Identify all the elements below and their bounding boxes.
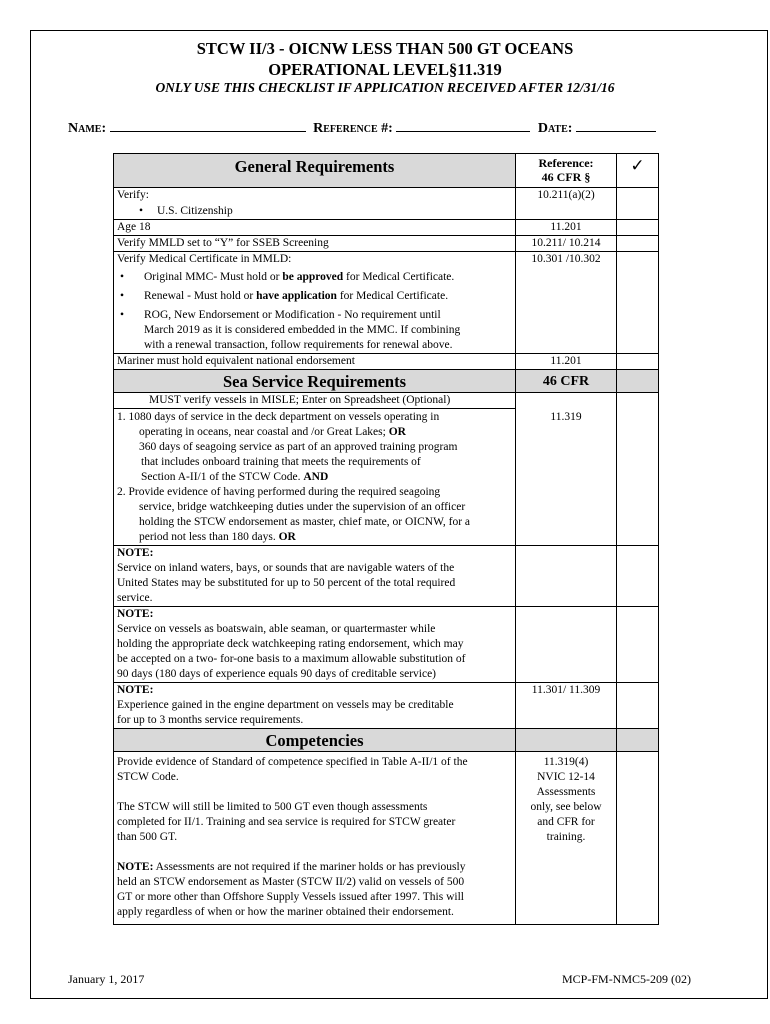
reference-label: Reference #: xyxy=(313,121,393,136)
check-box xyxy=(617,729,659,752)
check-box[interactable] xyxy=(617,683,659,729)
item2-line1: 2. Provide evidence of having performed during the required seagoing xyxy=(117,486,441,498)
check-box[interactable] xyxy=(617,236,659,252)
competencies-header-row xyxy=(114,729,659,752)
page-subtitle-level: OPERATIONAL LEVEL§11.319 xyxy=(268,60,502,79)
item2-line3: holding the STCW endorsement as master, chief mate, or OICNW, for a xyxy=(139,516,471,528)
reference-field[interactable] xyxy=(396,117,530,132)
sea-service-reference: 11.319 xyxy=(516,409,617,546)
check-box[interactable] xyxy=(617,752,659,925)
table-row xyxy=(114,220,659,236)
mmld-reference: 10.211/ 10.214 xyxy=(516,236,617,252)
page-title: STCW II/3 - OICNW LESS THAN 500 GT OCEANS xyxy=(196,39,574,58)
mmld-text: Verify MMLD set to “Y” for SSEB Screening xyxy=(114,236,516,252)
competencies-reference: 11.319(4) NVIC 12-14 Assessments only, see below and CFR for training. xyxy=(516,752,617,925)
table-row xyxy=(114,607,659,683)
renewal-item: • Renewal - Must hold or have application for Medical Certificate. xyxy=(117,289,512,304)
sea-service-header-row xyxy=(114,370,659,393)
check-box[interactable] xyxy=(617,354,659,370)
original-mmc-item: • Original MMC- Must hold or be approved for Medical Certificate. xyxy=(117,270,512,285)
engine-service-reference: 11.301/ 11.309 xyxy=(516,683,617,729)
check-box[interactable] xyxy=(617,220,659,236)
sea-service-reference-heading: 46 CFR xyxy=(516,370,617,393)
sea-service-items xyxy=(114,409,516,546)
national-endorsement-reference: 11.201 xyxy=(516,354,617,370)
table-row xyxy=(114,409,659,546)
medical-reference: 10.301 /10.302 xyxy=(516,252,617,354)
blank-reference xyxy=(516,393,617,409)
verify-text: Verify: xyxy=(117,189,149,201)
reference-heading-cfr: 46 CFR § xyxy=(541,170,591,184)
table-row xyxy=(114,752,659,925)
sea-service-heading: Sea Service Requirements xyxy=(114,370,516,393)
check-box[interactable] xyxy=(617,188,659,220)
check-box[interactable] xyxy=(617,393,659,409)
blank-reference xyxy=(516,607,617,683)
note-label: NOTE: xyxy=(117,547,154,559)
general-header-row xyxy=(114,154,659,188)
table-row xyxy=(114,683,659,729)
check-box[interactable] xyxy=(617,607,659,683)
item1-line3: 360 days of seagoing service as part of an approved training program xyxy=(139,441,458,453)
checklist-table xyxy=(113,153,659,925)
item1-line4: that includes onboard training that meets the requirements of xyxy=(141,456,421,468)
age-text: Age 18 xyxy=(114,220,516,236)
table-row xyxy=(114,188,659,220)
general-requirements-heading: General Requirements xyxy=(114,154,516,188)
blank-reference xyxy=(516,729,617,752)
check-column-heading: ✓ xyxy=(617,154,659,188)
note-label: NOTE: xyxy=(117,684,154,696)
table-row xyxy=(114,393,659,409)
table-row xyxy=(114,546,659,607)
date-label: Date: xyxy=(537,121,573,136)
verify-cell xyxy=(114,188,516,220)
item1-line2: operating in oceans, near coastal and /or Great Lakes; OR xyxy=(139,426,406,438)
medical-text: Verify Medical Certificate in MMLD: xyxy=(117,253,292,265)
note2-cell: NOTE: Service on vessels as boatswain, able seaman, or quartermaster while holding the appropriate deck watchkeeping rating endorsement, which may be accepted on a two- for-one basis to a maximum allowable substitution of 90 days (180 days of experience equals 90 days of creditable service) xyxy=(114,607,516,683)
name-label: Name: xyxy=(68,121,107,136)
check-box xyxy=(617,370,659,393)
name-field[interactable] xyxy=(110,117,306,132)
table-row xyxy=(114,236,659,252)
table-row xyxy=(114,252,659,354)
note1-cell: NOTE: Service on inland waters, bays, or sounds that are navigable waters of the United States may be substituted for up to 50 percent of the total required service. xyxy=(114,546,516,607)
reference-heading-label: Reference: xyxy=(538,156,594,170)
age-reference: 11.201 xyxy=(516,220,617,236)
check-box[interactable] xyxy=(617,252,659,354)
date-field[interactable] xyxy=(576,117,656,132)
medical-cell xyxy=(114,252,516,354)
checklist-instruction: ONLY USE THIS CHECKLIST IF APPLICATION RECEIVED AFTER 12/31/16 xyxy=(155,80,615,95)
check-box[interactable] xyxy=(617,409,659,546)
misle-text: MUST verify vessels in MISLE; Enter on Spreadsheet (Optional) xyxy=(114,393,516,409)
footer-date: January 1, 2017 xyxy=(68,972,145,986)
note-label: NOTE: xyxy=(117,608,154,620)
rog-item: • ROG, New Endorsement or Modification - No requirement until March 2019 as it is considered embedded in the MMC. If combining with a renewal transaction, follow requirements for renewal above. xyxy=(117,308,512,353)
reference-heading xyxy=(516,154,617,188)
national-endorsement-text: Mariner must hold equivalent national endorsement xyxy=(114,354,516,370)
item2-line2: service, bridge watchkeeping duties under the supervision of an officer xyxy=(139,501,466,513)
item1-line5: Section A-II/1 of the STCW Code. AND xyxy=(141,471,329,483)
item2-line4: period not less than 180 days. OR xyxy=(139,531,296,543)
footer-form-id: MCP-FM-NMC5-209 (02) xyxy=(562,972,692,986)
note3-cell: NOTE: Experience gained in the engine department on vessels may be creditable for up to 3 months service requirements. xyxy=(114,683,516,729)
verify-reference: 10.211(a)(2) xyxy=(516,188,617,220)
competencies-cell: Provide evidence of Standard of competence specified in Table A-II/1 of the STCW Code. The STCW will still be limited to 500 GT even though assessments completed for II/1. Training and sea service is required for STCW greater than 500 GT. NOTE: Assessments are not required if the mariner holds or has previously held an STCW endorsement as Master (STCW II/2) valid on vessels of 500 GT or more other than Offshore Supply Vessels issued after 1997. This will apply regardless of when or how the mariner obtained their endorsement. xyxy=(114,752,516,925)
competencies-heading: Competencies xyxy=(114,729,516,752)
table-row xyxy=(114,354,659,370)
applicant-fields xyxy=(68,117,656,137)
item1-line1: 1. 1080 days of service in the deck department on vessels operating in xyxy=(117,411,440,423)
citizenship-item: • U.S. Citizenship xyxy=(117,203,512,219)
check-box[interactable] xyxy=(617,546,659,607)
blank-reference xyxy=(516,546,617,607)
